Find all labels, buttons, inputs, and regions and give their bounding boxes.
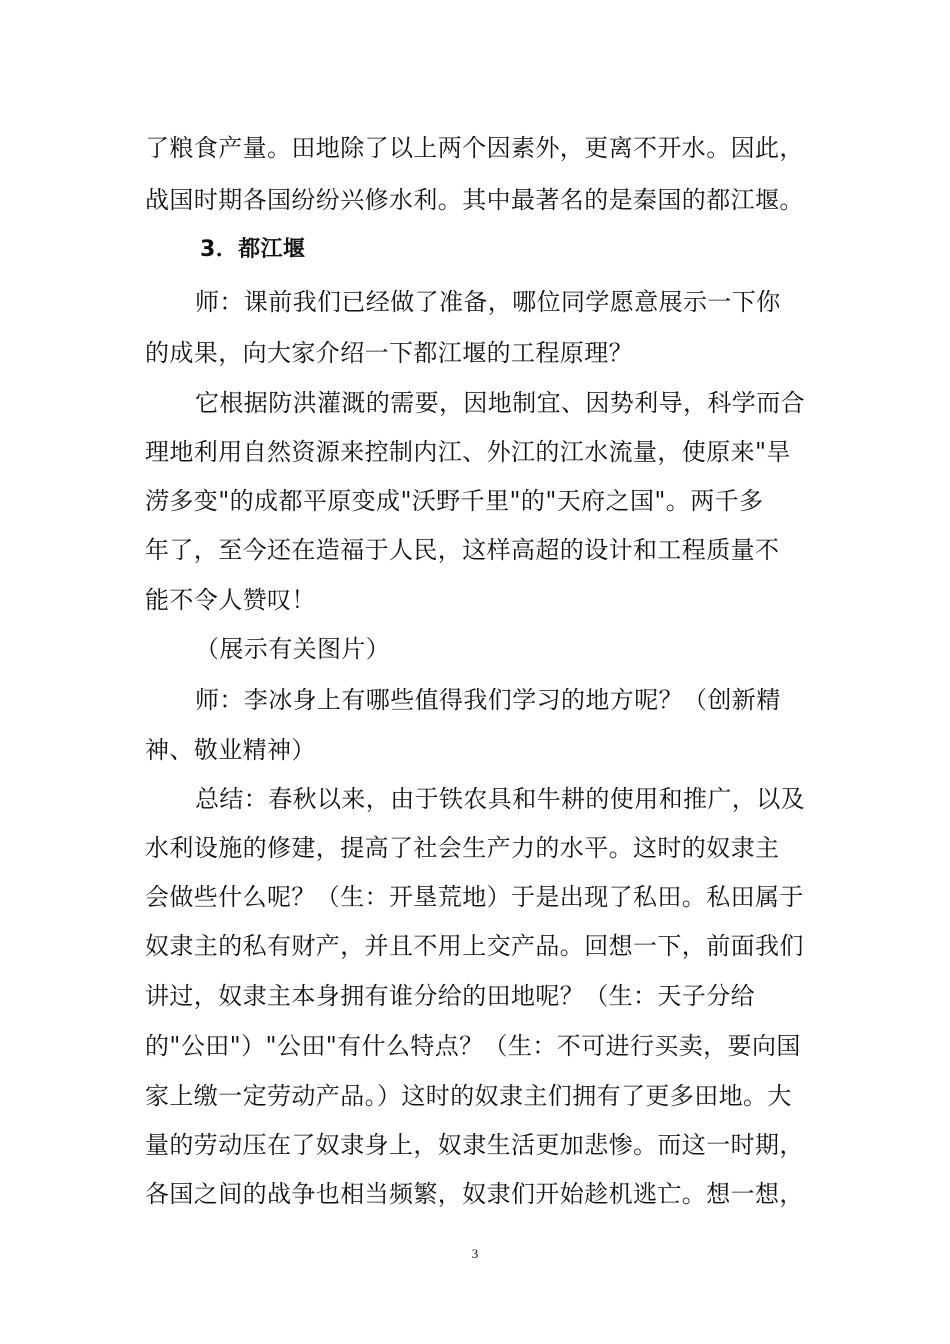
paragraph-first-line: 总结：春秋以来，由于铁农具和牛耕的使用和推广，以及: [195, 785, 805, 813]
body-text-line: 的"公田"）"公田"有什么特点？（生：不可进行买卖，要向国: [145, 1032, 801, 1060]
body-text-line: 理地利用自然资源来控制内江、外江的江水流量，使原来"旱: [145, 438, 791, 466]
body-text-line: 战国时期各国纷纷兴修水利。其中最著名的是秦国的都江堰。: [145, 186, 804, 214]
paragraph-first-line: （展示有关图片）: [195, 635, 391, 663]
body-text-line: 量的劳动压在了奴隶身上，奴隶生活更加悲惨。而这一时期，: [145, 1131, 804, 1159]
body-text-line: 年了，至今还在造福于人民，这样高超的设计和工程质量不: [145, 536, 780, 564]
body-text-line: 奴隶主的私有财产，并且不用上交产品。回想一下，前面我们: [145, 932, 804, 960]
section-heading: 3．都江堰: [200, 237, 306, 262]
body-text-line: 讲过，奴隶主本身拥有谁分给的田地呢？（生：天子分给: [145, 982, 755, 1010]
body-text-line: 水利设施的修建，提高了社会生产力的水平。这时的奴隶主: [145, 834, 780, 862]
paragraph-first-line: 它根据防洪灌溉的需要，因地制宜、因势利导，科学而合: [195, 389, 805, 417]
body-text-line: 涝多变"的成都平原变成"沃野千里"的"天府之国"。两千多: [145, 487, 764, 515]
body-text-line: 的成果，向大家介绍一下都江堰的工程原理？: [145, 339, 633, 367]
body-text-line: 能不令人赞叹！: [145, 586, 316, 614]
page-number: 3: [471, 1246, 479, 1261]
body-text-line: 了粮食产量。田地除了以上两个因素外，更离不开水。因此，: [145, 134, 804, 162]
paragraph-first-line: 师：课前我们已经做了准备，哪位同学愿意展示一下你: [195, 288, 781, 316]
body-text-line: 神、敬业精神）: [145, 736, 316, 764]
body-text-line: 会做些什么呢？（生：开垦荒地）于是出现了私田。私田属于: [145, 883, 804, 911]
body-text-line: 各国之间的战争也相当频繁，奴隶们开始趁机逃亡。想一想，: [145, 1180, 804, 1208]
paragraph-first-line: 师：李冰身上有哪些值得我们学习的地方呢？（创新精: [195, 686, 781, 714]
body-text-line: 家上缴一定劳动产品。）这时的奴隶主们拥有了更多田地。大: [145, 1082, 792, 1110]
